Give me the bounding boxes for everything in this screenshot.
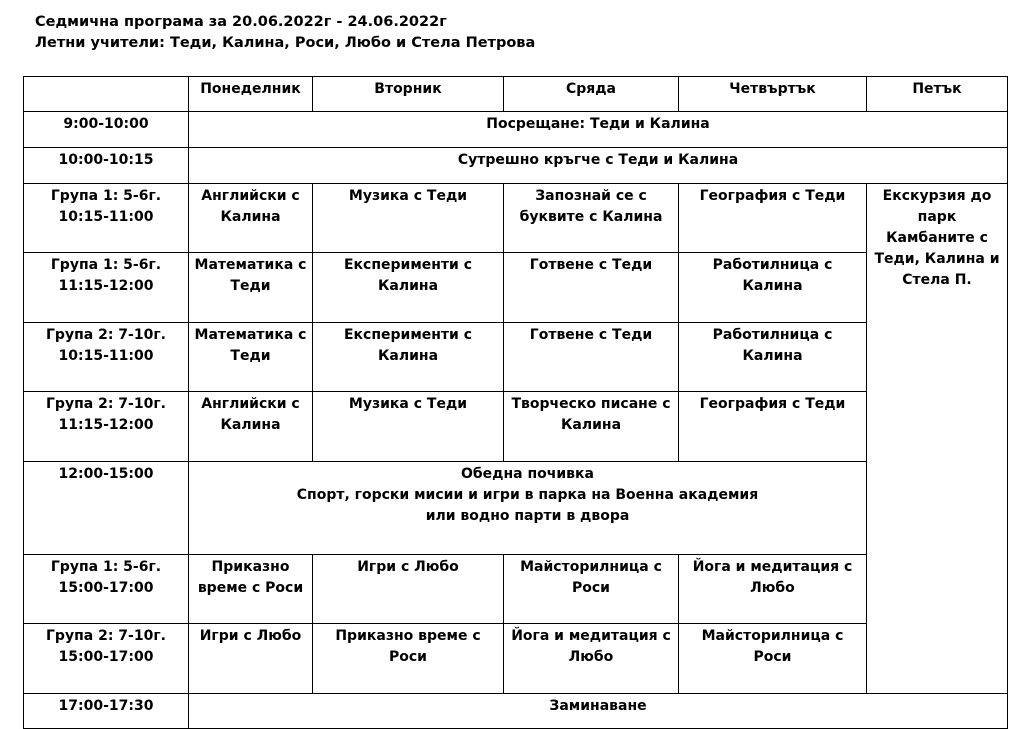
table-row: [24, 112, 1008, 148]
activity-cell: Готвене с Теди: [504, 253, 679, 322]
time-cell: 9:00-10:00: [24, 112, 189, 148]
span-cell: Заминаване: [189, 694, 1008, 729]
span-cell: Сутрешно кръгче с Теди и Калина: [189, 148, 1008, 184]
day-header: Вторник: [313, 77, 504, 112]
activity-cell: Работилница с Калина: [679, 322, 867, 391]
time-cell: Група 1: 5-6г. 15:00-17:00: [24, 555, 189, 624]
lunch-cell: [189, 461, 867, 554]
page-header: [35, 12, 535, 54]
activity-cell: Експерименти с Калина: [313, 322, 504, 391]
teachers-line: Летни учители: Теди, Калина, Роси, Любо и Стела Петрова: [35, 35, 536, 51]
day-header: Четвъртък: [679, 77, 867, 112]
table-row: [24, 253, 1008, 322]
activity-cell: Игри с Любо: [189, 624, 313, 694]
friday-excursion-text: Екскурзия до парк Камбаните с Теди, Калина и Стела П.: [874, 188, 1000, 288]
activity-cell: Музика с Теди: [313, 392, 504, 461]
activity-cell: Майсторилница с Роси: [504, 555, 679, 624]
activity-cell: Игри с Любо: [313, 555, 504, 624]
activity-cell: Майсторилница с Роси: [679, 624, 867, 694]
lunch-line: Спорт, горски мисии и игри в парка на Военна академия: [296, 486, 759, 503]
activity-cell: Английски с Калина: [189, 184, 313, 253]
activity-cell: Музика с Теди: [313, 184, 504, 253]
time-cell: Група 1: 5-6г. 10:15-11:00: [24, 184, 189, 253]
table-row: [24, 694, 1008, 729]
activity-cell: Експерименти с Калина: [313, 253, 504, 322]
activity-cell: Приказно време с Роси: [189, 555, 313, 624]
table-row: [24, 555, 1008, 624]
schedule-title: Седмична програма за 20.06.2022г - 24.06.2022г: [35, 14, 447, 30]
table-row: [24, 392, 1008, 461]
day-header: Сряда: [504, 77, 679, 112]
days-header-row: [24, 77, 1008, 112]
lunch-line: Обедна почивка: [461, 465, 594, 482]
activity-cell: Английски с Калина: [189, 392, 313, 461]
activity-cell: Творческо писане с Калина: [504, 392, 679, 461]
day-header: Понеделник: [189, 77, 313, 112]
lunch-line: или водно парти в двора: [425, 507, 630, 524]
table-row: [24, 624, 1008, 694]
activity-cell: География с Теди: [679, 184, 867, 253]
activity-cell: Математика с Теди: [189, 253, 313, 322]
span-cell: Посрещане: Теди и Калина: [189, 112, 1008, 148]
activity-cell: Приказно време с Роси: [313, 624, 504, 694]
table-row: [24, 148, 1008, 184]
activity-cell: Математика с Теди: [189, 322, 313, 391]
activity-cell: Йога и медитация с Любо: [679, 555, 867, 624]
time-cell: Група 2: 7-10г. 15:00-17:00: [24, 624, 189, 694]
table-row: [24, 461, 1008, 554]
friday-excursion-cell: [867, 184, 1008, 694]
table-row: [24, 322, 1008, 391]
table-row: [24, 184, 1008, 253]
schedule-table: [23, 76, 1008, 729]
time-cell: Група 1: 5-6г. 11:15-12:00: [24, 253, 189, 322]
activity-cell: Готвене с Теди: [504, 322, 679, 391]
activity-cell: Работилница с Калина: [679, 253, 867, 322]
time-cell: Група 2: 7-10г. 10:15-11:00: [24, 322, 189, 391]
corner-cell: [24, 77, 189, 112]
activity-cell: Йога и медитация с Любо: [504, 624, 679, 694]
activity-cell: География с Теди: [679, 392, 867, 461]
time-cell: 12:00-15:00: [24, 461, 189, 554]
time-cell: 10:00-10:15: [24, 148, 189, 184]
time-cell: Група 2: 7-10г. 11:15-12:00: [24, 392, 189, 461]
activity-cell: Запознай се с буквите с Калина: [504, 184, 679, 253]
time-cell: 17:00-17:30: [24, 694, 189, 729]
day-header: Петък: [867, 77, 1008, 112]
